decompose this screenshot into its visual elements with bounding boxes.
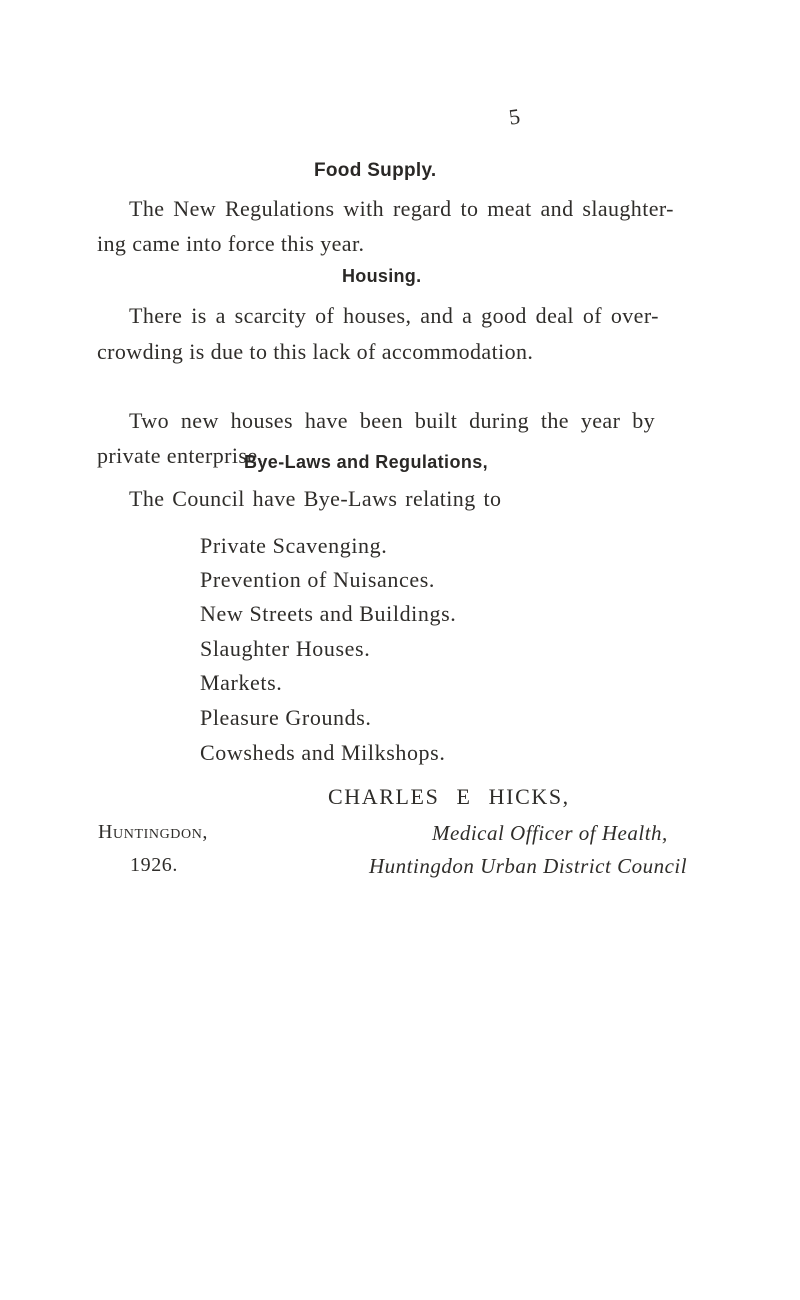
housing-heading: Housing. xyxy=(342,266,422,286)
list-item: Cowsheds and Milkshops. xyxy=(200,740,446,765)
signatory-name: CHARLES E HICKS, xyxy=(328,784,570,809)
list-item: Private Scavenging. xyxy=(200,533,388,558)
signature-year: 1926. xyxy=(130,854,178,876)
food-supply-heading: Food Supply. xyxy=(314,160,437,181)
signatory-title: Medical Officer of Health, xyxy=(432,821,668,845)
bye-laws-heading: Bye-Laws and Regulations, xyxy=(244,452,489,472)
housing-line-1: There is a scarcity of houses, and a good deal of over- xyxy=(129,303,659,328)
signature-place: Huntingdon, xyxy=(98,821,209,843)
housing-line-2: crowding is due to this lack of accommodation. xyxy=(97,339,534,364)
list-item: Pleasure Grounds. xyxy=(200,705,372,730)
list-item: Slaughter Houses. xyxy=(200,636,371,661)
list-item: Markets. xyxy=(200,670,283,695)
food-supply-line-2: ing came into force this year. xyxy=(97,231,365,256)
signatory-council: Huntingdon Urban District Council xyxy=(369,854,688,878)
bye-laws-intro: The Council have Bye-Laws relating to xyxy=(129,486,502,511)
page-number: 5 xyxy=(507,103,522,130)
food-supply-line-1: The New Regulations with regard to meat and slaughter- xyxy=(129,196,674,221)
list-item: New Streets and Buildings. xyxy=(200,601,457,626)
housing-line-4: private enterprise. xyxy=(97,443,264,468)
list-item: Prevention of Nuisances. xyxy=(200,567,435,592)
housing-line-3: Two new houses have been built during the year by xyxy=(129,408,655,433)
